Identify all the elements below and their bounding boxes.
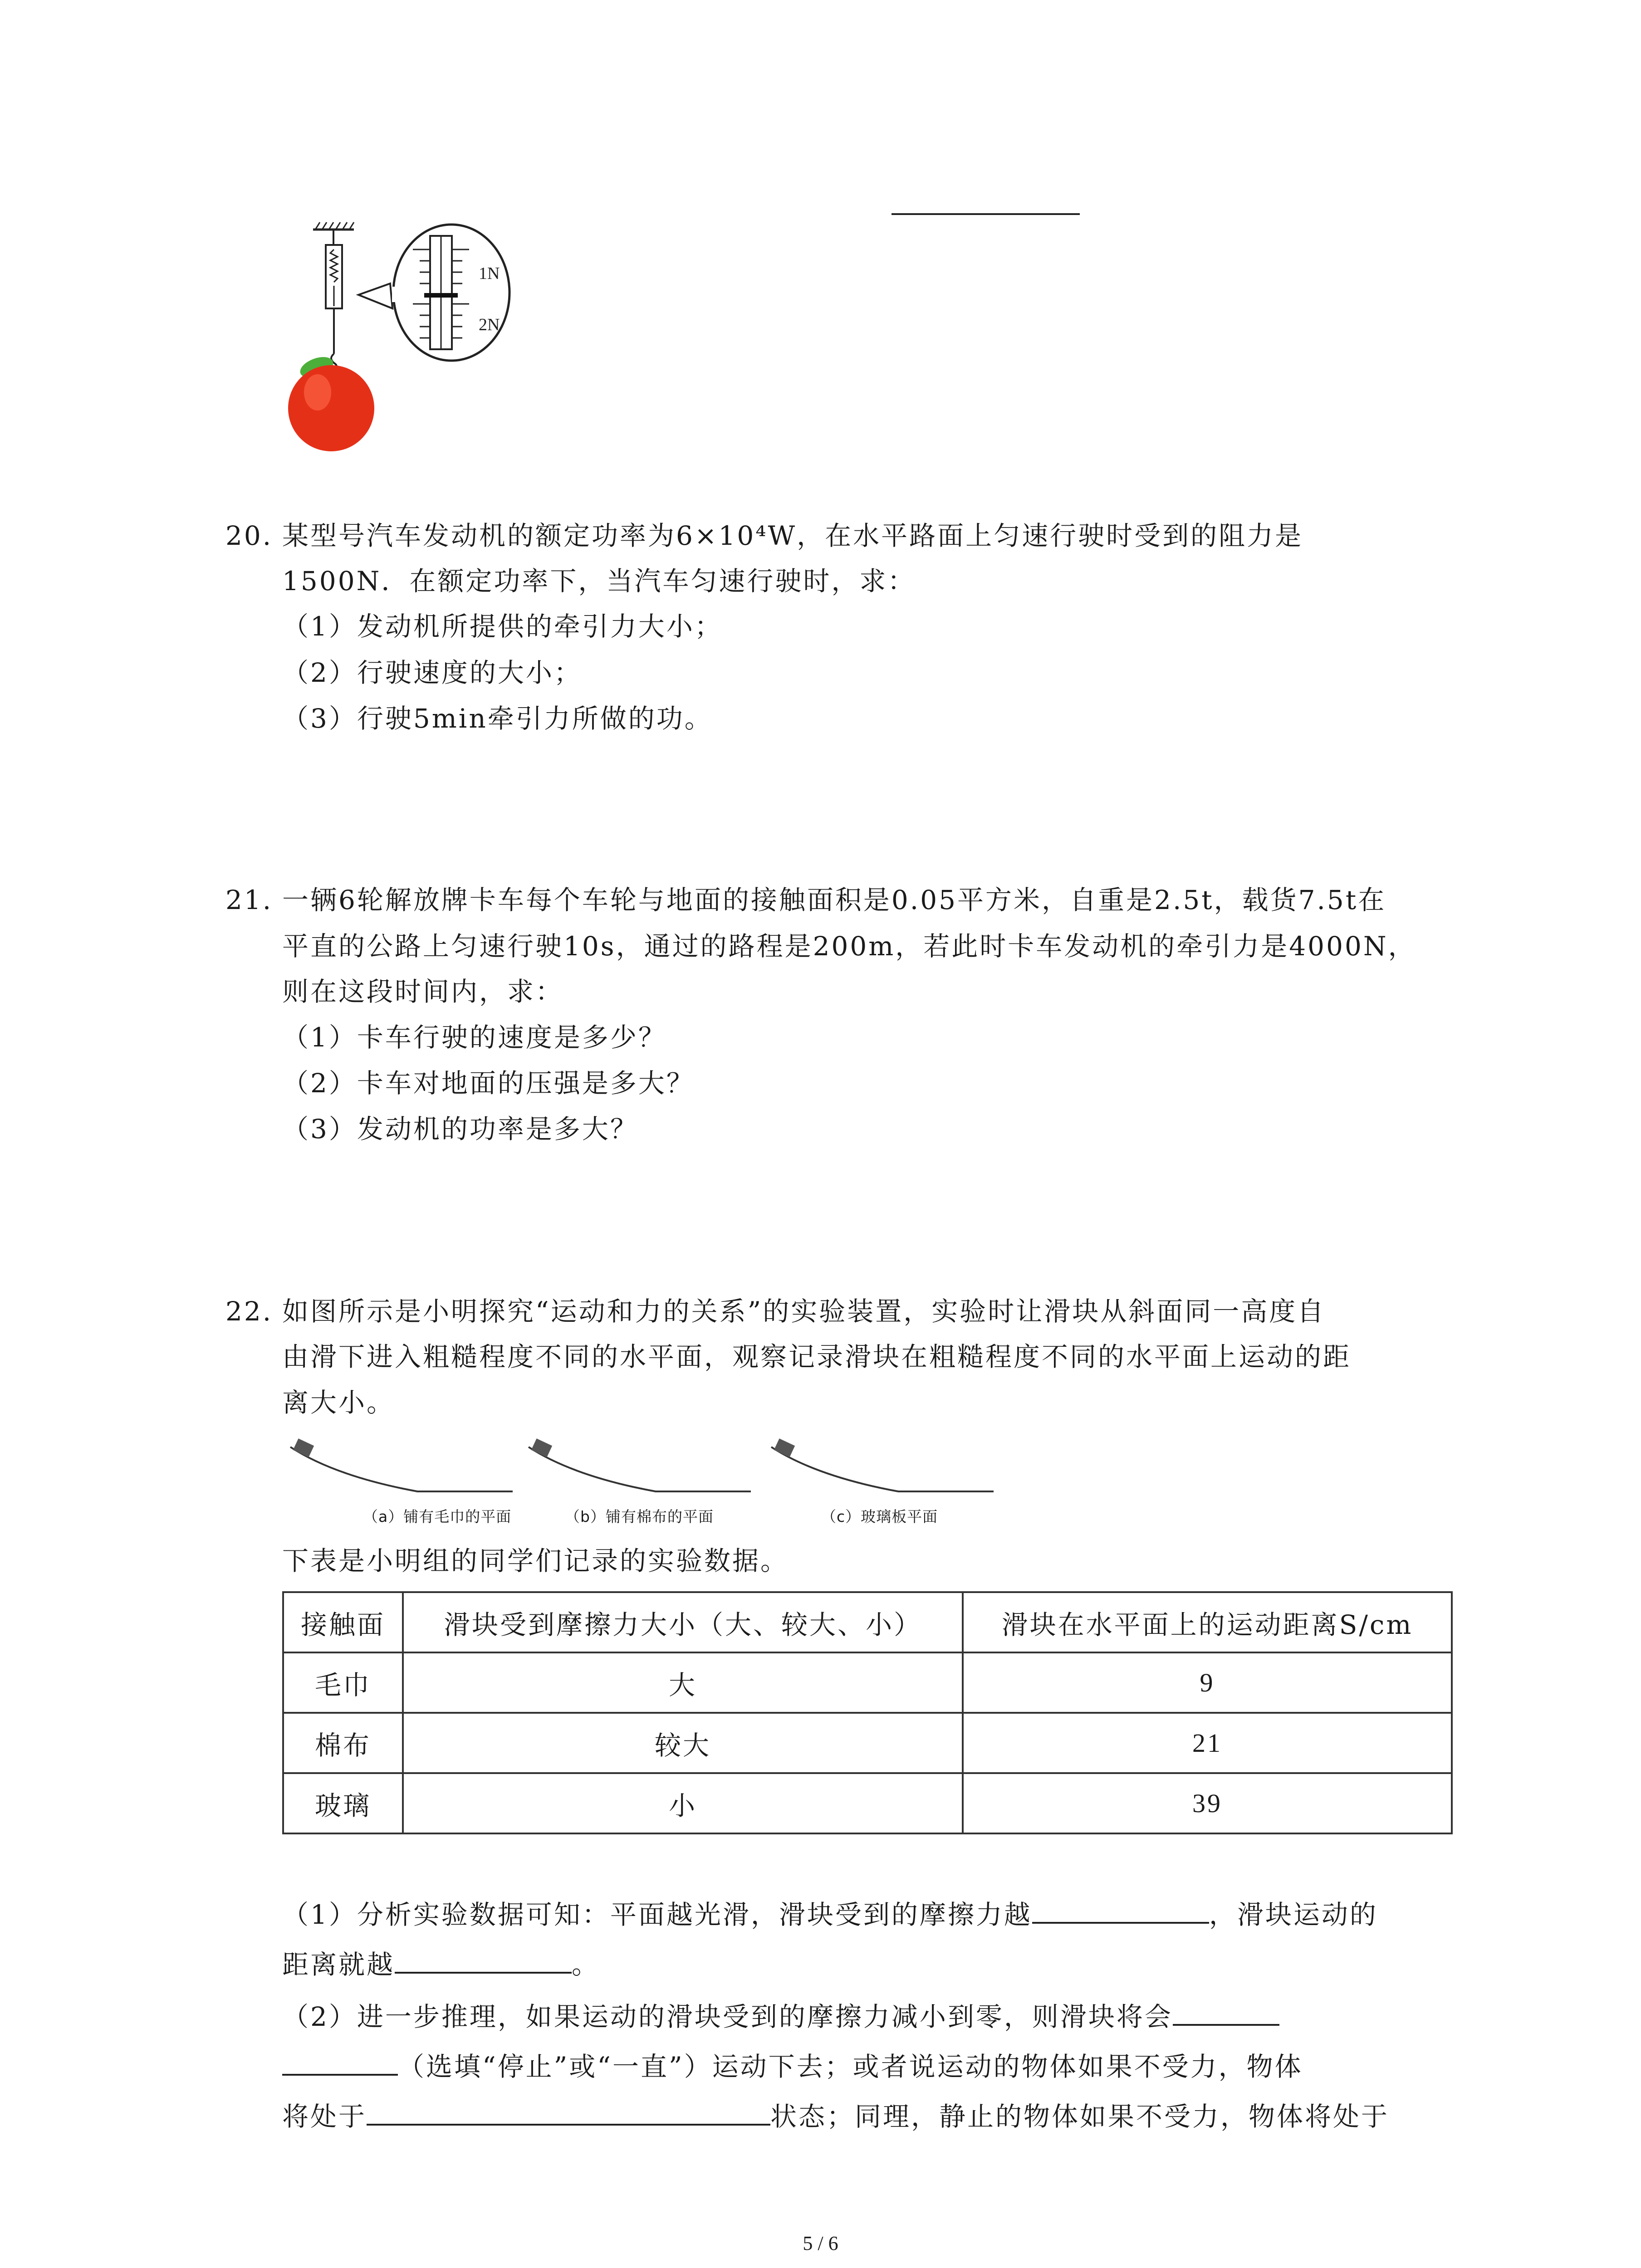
table-row bbox=[283, 1773, 1452, 1833]
incline-experiment-figure bbox=[281, 1433, 1007, 1497]
q22-line2: 由滑下进入粗糙程度不同的水平面，观察记录滑块在粗糙程度不同的水平面上运动的距 bbox=[282, 1341, 1352, 1372]
scale-label-1n: 1N bbox=[479, 264, 500, 283]
q20-sub1: （1）发动机所提供的牵引力大小； bbox=[282, 611, 723, 642]
table-row bbox=[283, 1713, 1452, 1773]
slider-block-icon bbox=[774, 1438, 795, 1457]
table-cell: 21 bbox=[963, 1713, 1452, 1773]
table-cell: 小 bbox=[403, 1773, 963, 1833]
table-header: 滑块在水平面上的运动距离S/cm bbox=[963, 1592, 1452, 1652]
q21-line1: 一辆6轮解放牌卡车每个车轮与地面的接触面积是0.05平方米，自重是2.5t，载货7.5t在 bbox=[282, 885, 1386, 915]
table-intro: 下表是小明组的同学们记录的实验数据。 bbox=[282, 1545, 789, 1576]
table-row bbox=[283, 1652, 1452, 1713]
q22-part2-line2 bbox=[282, 2050, 1303, 2083]
spring-scale-figure bbox=[272, 218, 526, 463]
slider-block-icon bbox=[293, 1438, 314, 1457]
table-cell: 较大 bbox=[403, 1713, 963, 1773]
page-number: 5 / 6 bbox=[803, 2232, 838, 2254]
table-cell: 玻璃 bbox=[283, 1773, 403, 1833]
scale-label-2n: 2N bbox=[479, 315, 500, 334]
q20-line1: 某型号汽车发动机的额定功率为6×10⁴W，在水平路面上匀速行驶时受到的阻力是 bbox=[282, 520, 1303, 551]
incline-b bbox=[529, 1438, 751, 1491]
q22-part1-line2 bbox=[282, 1948, 600, 1981]
q22-part1-text-c: 距离就越 bbox=[282, 1949, 395, 1980]
q20-sub3: （3）行驶5min牵引力所做的功。 bbox=[282, 703, 713, 734]
q22-part2-text-d: 状态；同理，静止的物体如果不受力，物体将处于 bbox=[770, 2101, 1390, 2132]
answer-blank[interactable] bbox=[1032, 1898, 1209, 1924]
q22-number: 22. bbox=[225, 1296, 273, 1327]
answer-blank[interactable] bbox=[282, 2050, 398, 2076]
q22-part1-line1 bbox=[282, 1898, 1378, 1931]
q22-part1-text-d: 。 bbox=[572, 1949, 600, 1980]
q20-line2: 1500N．在额定功率下，当汽车匀速行驶时，求： bbox=[282, 566, 916, 596]
table-header-row bbox=[283, 1592, 1452, 1652]
q22-part2-text-a: （2）进一步推理，如果运动的滑块受到的摩擦力减小到零，则滑块将会 bbox=[282, 2001, 1173, 2032]
caption-b: （b）铺有棉布的平面 bbox=[565, 1508, 714, 1525]
q22-part2-line3 bbox=[282, 2100, 1389, 2133]
q22-part1-text-a: （1）分析实验数据可知：平面越光滑，滑块受到的摩擦力越 bbox=[282, 1899, 1032, 1930]
q21-sub3: （3）发动机的功率是多大？ bbox=[282, 1114, 638, 1144]
table-cell: 毛巾 bbox=[283, 1652, 403, 1713]
apple-icon bbox=[288, 365, 374, 451]
q21-sub2: （2）卡车对地面的压强是多大？ bbox=[282, 1068, 695, 1099]
q21-number: 21. bbox=[225, 885, 273, 915]
q22-part2-line1 bbox=[282, 2000, 1279, 2033]
answer-blank[interactable] bbox=[367, 2100, 770, 2126]
q22-part1-text-b: ，滑块运动的 bbox=[1209, 1899, 1378, 1930]
caption-c: （c）玻璃板平面 bbox=[821, 1508, 938, 1525]
table-cell: 39 bbox=[963, 1773, 1452, 1833]
table-cell: 9 bbox=[963, 1652, 1452, 1713]
q20-sub2: （2）行驶速度的大小； bbox=[282, 657, 582, 688]
q20-number: 20. bbox=[225, 520, 273, 551]
q22-line1: 如图所示是小明探究“运动和力的关系”的实验装置，实验时让滑块从斜面同一高度自 bbox=[282, 1296, 1326, 1327]
answer-blank[interactable] bbox=[395, 1948, 572, 1974]
table-header: 滑块受到摩擦力大小（大、较大、小） bbox=[403, 1592, 963, 1652]
answer-blank[interactable] bbox=[1173, 2000, 1279, 2026]
slider-block-icon bbox=[531, 1438, 552, 1457]
table-cell: 大 bbox=[403, 1652, 963, 1713]
q22-part2-text-b: （选填“停止”或“一直”）运动下去；或者说运动的物体如果不受力，物体 bbox=[398, 2051, 1303, 2082]
q21-line3: 则在这段时间内，求： bbox=[282, 976, 564, 1007]
table-cell: 棉布 bbox=[283, 1713, 403, 1773]
answer-blank-top[interactable] bbox=[892, 213, 1080, 215]
caption-a: （a）铺有毛巾的平面 bbox=[363, 1508, 512, 1525]
q22-part2-text-c: 将处于 bbox=[282, 2101, 367, 2132]
incline-c bbox=[771, 1438, 994, 1491]
q22-line3: 离大小。 bbox=[282, 1387, 395, 1418]
experiment-data-table bbox=[282, 1591, 1453, 1834]
incline-a bbox=[290, 1438, 513, 1491]
q21-sub1: （1）卡车行驶的速度是多少？ bbox=[282, 1022, 666, 1053]
q21-line2: 平直的公路上匀速行驶10s，通过的路程是200m，若此时卡车发动机的牵引力是4000N， bbox=[282, 931, 1416, 962]
table-header: 接触面 bbox=[283, 1592, 403, 1652]
